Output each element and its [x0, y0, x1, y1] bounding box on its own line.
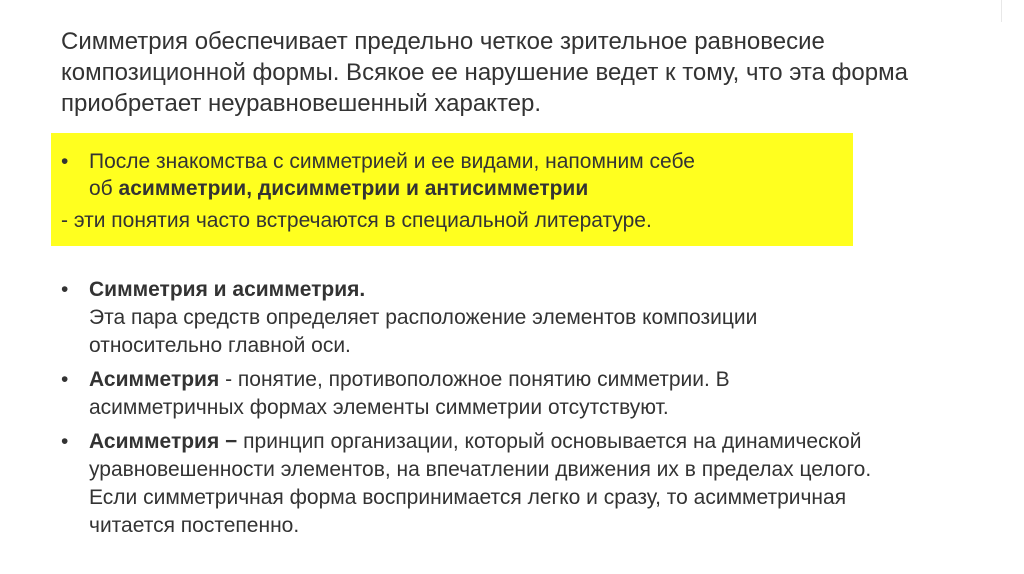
highlight-line-1: После знакомства с симметрией и ее видами, напомним себе — [89, 150, 695, 173]
bullet-marker: • — [61, 150, 69, 173]
intro-line-1: Симметрия обеспечивает предельно четкое зрительное равновесие — [61, 28, 825, 55]
item-3-line-4: читается постепенно. — [89, 514, 300, 537]
highlight-bold-terms: асимметрии, дисимметрии и антисимметрии — [118, 177, 589, 200]
list-item — [61, 366, 961, 422]
intro-line-2: композиционной формы. Всякое ее нарушение ведет к тому, что эта форма — [61, 59, 908, 86]
item-3-term: Асимметрия − — [89, 430, 238, 453]
bullet-marker: • — [61, 278, 69, 301]
intro-line-3: приобретает неуравновешенный характер. — [61, 90, 542, 117]
corner-divider — [1001, 0, 1024, 22]
intro-paragraph — [61, 26, 961, 119]
item-2-term: Асимметрия — [89, 368, 220, 391]
item-3-line-3: Если симметричная форма воспринимается легко и сразу, то асимметричная — [89, 486, 847, 509]
item-3-line-1-rest: принцип организации, который основывается на динамической — [237, 430, 862, 453]
highlight-bullet-row — [61, 148, 841, 202]
bullet-marker: • — [61, 430, 69, 453]
definition-list — [61, 276, 961, 546]
item-2-line-1-rest: - понятие, противоположное понятию симметрии. В — [219, 368, 730, 391]
list-item — [61, 428, 961, 540]
item-1-line-3: относительно главной оси. — [89, 334, 351, 357]
highlight-text — [61, 148, 841, 234]
highlight-line-3: - эти понятия часто встречаются в специальной литературе. — [61, 209, 652, 232]
item-3-line-2: уравновешенности элементов, на впечатлении движения их в пределах целого. — [89, 458, 872, 481]
item-1-line-2: Эта пара средств определяет расположение элементов композиции — [89, 306, 758, 329]
highlight-line-2-prefix: об — [89, 177, 119, 200]
highlight-line-2 — [89, 175, 841, 202]
bullet-marker: • — [61, 368, 69, 391]
item-1-title: Симметрия и асимметрия. — [89, 278, 366, 301]
item-2-line-2: асимметричных формах элементы симметрии отсутствуют. — [89, 396, 669, 419]
list-item — [61, 276, 961, 360]
